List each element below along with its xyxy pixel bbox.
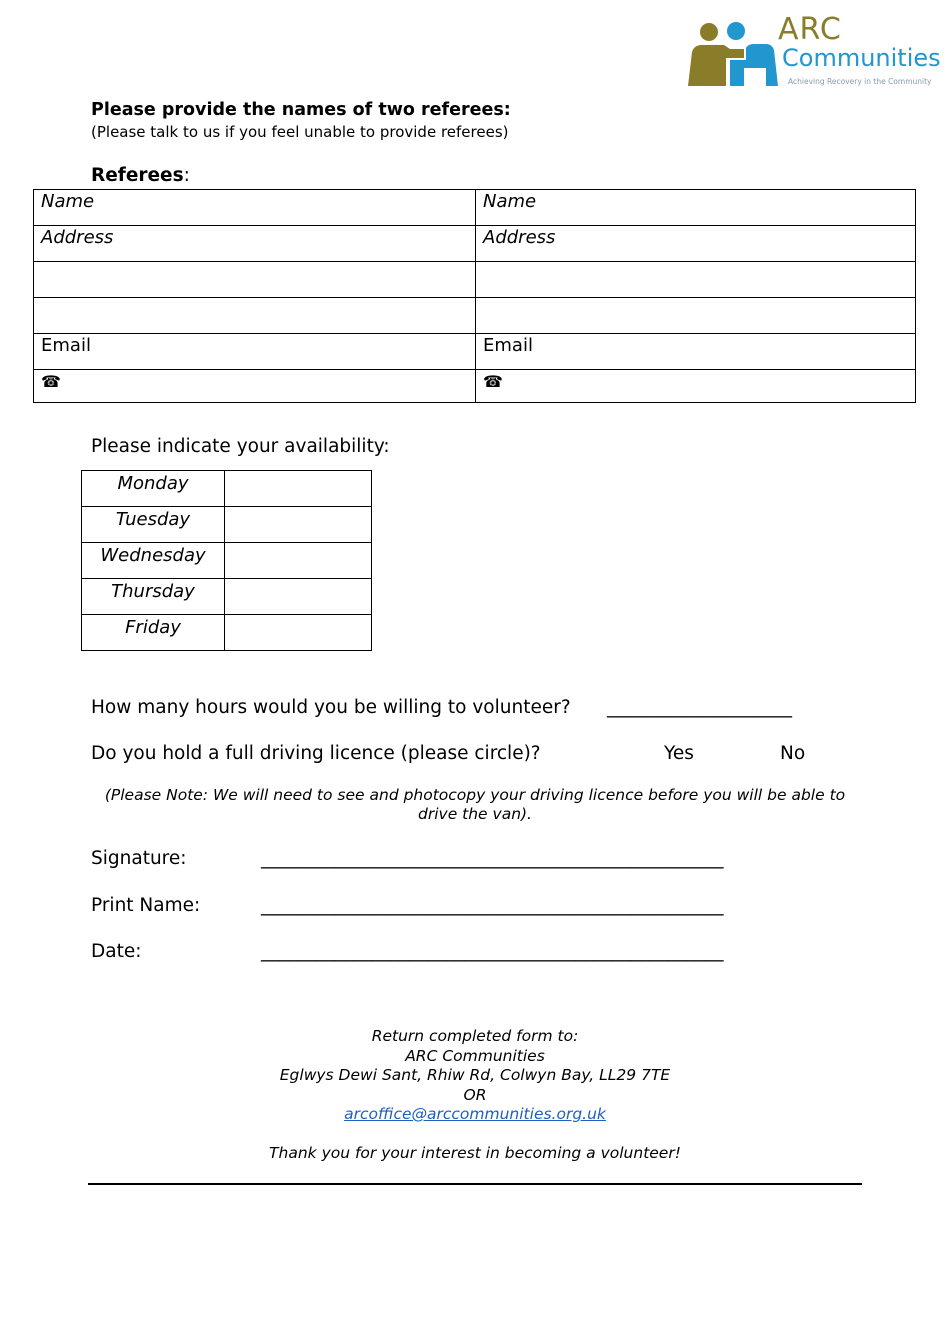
referee-2-phone-field[interactable]	[476, 370, 916, 403]
signature-field[interactable]: __________________________________________________	[261, 848, 724, 869]
referees-table	[33, 189, 916, 403]
footer-divider	[88, 1183, 862, 1185]
logo-tagline: Achieving Recovery in the Community	[788, 77, 932, 86]
return-instructions	[88, 1027, 862, 1164]
referee-1-address-field[interactable]: Address	[34, 226, 476, 262]
hours-input[interactable]: ____________________	[607, 697, 792, 718]
thank-you-message: Thank you for your interest in becoming a volunteer!	[269, 1144, 681, 1162]
org-address: Eglwys Dewi Sant, Rhiw Rd, Colwyn Bay, LL29 7TE	[279, 1066, 671, 1084]
availability-cell-wednesday[interactable]	[225, 543, 372, 579]
org-name: ARC Communities	[405, 1046, 545, 1065]
availability-table	[81, 470, 372, 651]
availability-cell-tuesday[interactable]	[225, 507, 372, 543]
referee-2-address-line-3[interactable]	[476, 298, 916, 334]
day-label: Wednesday	[82, 543, 225, 579]
licence-question: Do you hold a full driving licence (please circle)?	[91, 743, 541, 764]
referees-subheading: (Please talk to us if you feel unable to provide referees)	[91, 123, 509, 141]
hours-question: How many hours would you be willing to volunteer?	[91, 697, 571, 718]
day-label: Monday	[82, 471, 225, 507]
licence-yes-option[interactable]: Yes	[664, 743, 694, 764]
print-name-field[interactable]: __________________________________________________	[261, 895, 724, 916]
people-icon	[686, 18, 786, 90]
referee-1-phone-field[interactable]	[34, 370, 476, 403]
referee-1-email-field[interactable]: Email	[34, 334, 476, 370]
logo-text-communities: Communities	[782, 44, 941, 72]
day-label: Friday	[82, 615, 225, 651]
return-line: Return completed form to:	[371, 1027, 579, 1045]
referees-heading: Please provide the names of two referees:	[91, 100, 511, 120]
telephone-icon: ☎	[41, 372, 61, 391]
telephone-icon: ☎	[483, 372, 503, 391]
licence-no-option[interactable]: No	[780, 743, 806, 764]
or-separator: OR	[463, 1085, 487, 1104]
day-label: Thursday	[82, 579, 225, 615]
referee-1-address-line-2[interactable]	[34, 262, 476, 298]
availability-cell-friday[interactable]	[225, 615, 372, 651]
print-name-label: Print Name:	[91, 895, 201, 916]
availability-prompt: Please indicate your availability:	[91, 436, 390, 457]
referee-1-name-field[interactable]: Name	[34, 190, 476, 226]
logo-text-arc: ARC	[778, 12, 842, 47]
referee-2-address-line-2[interactable]	[476, 262, 916, 298]
date-field[interactable]: __________________________________________________	[261, 941, 724, 962]
email-link[interactable]: arcoffice@arccommunities.org.uk	[344, 1105, 606, 1123]
day-label: Tuesday	[82, 507, 225, 543]
signature-label: Signature:	[91, 848, 187, 869]
licence-note: (Please Note: We will need to see and photocopy your driving licence before you will be able to drive the van).	[104, 786, 846, 823]
arc-communities-logo	[686, 12, 941, 90]
referees-label: Referees:	[91, 165, 190, 186]
referee-2-address-field[interactable]: Address	[476, 226, 916, 262]
availability-cell-monday[interactable]	[225, 471, 372, 507]
referee-2-name-field[interactable]: Name	[476, 190, 916, 226]
referee-2-email-field[interactable]: Email	[476, 334, 916, 370]
date-label: Date:	[91, 941, 142, 962]
availability-cell-thursday[interactable]	[225, 579, 372, 615]
referee-1-address-line-3[interactable]	[34, 298, 476, 334]
